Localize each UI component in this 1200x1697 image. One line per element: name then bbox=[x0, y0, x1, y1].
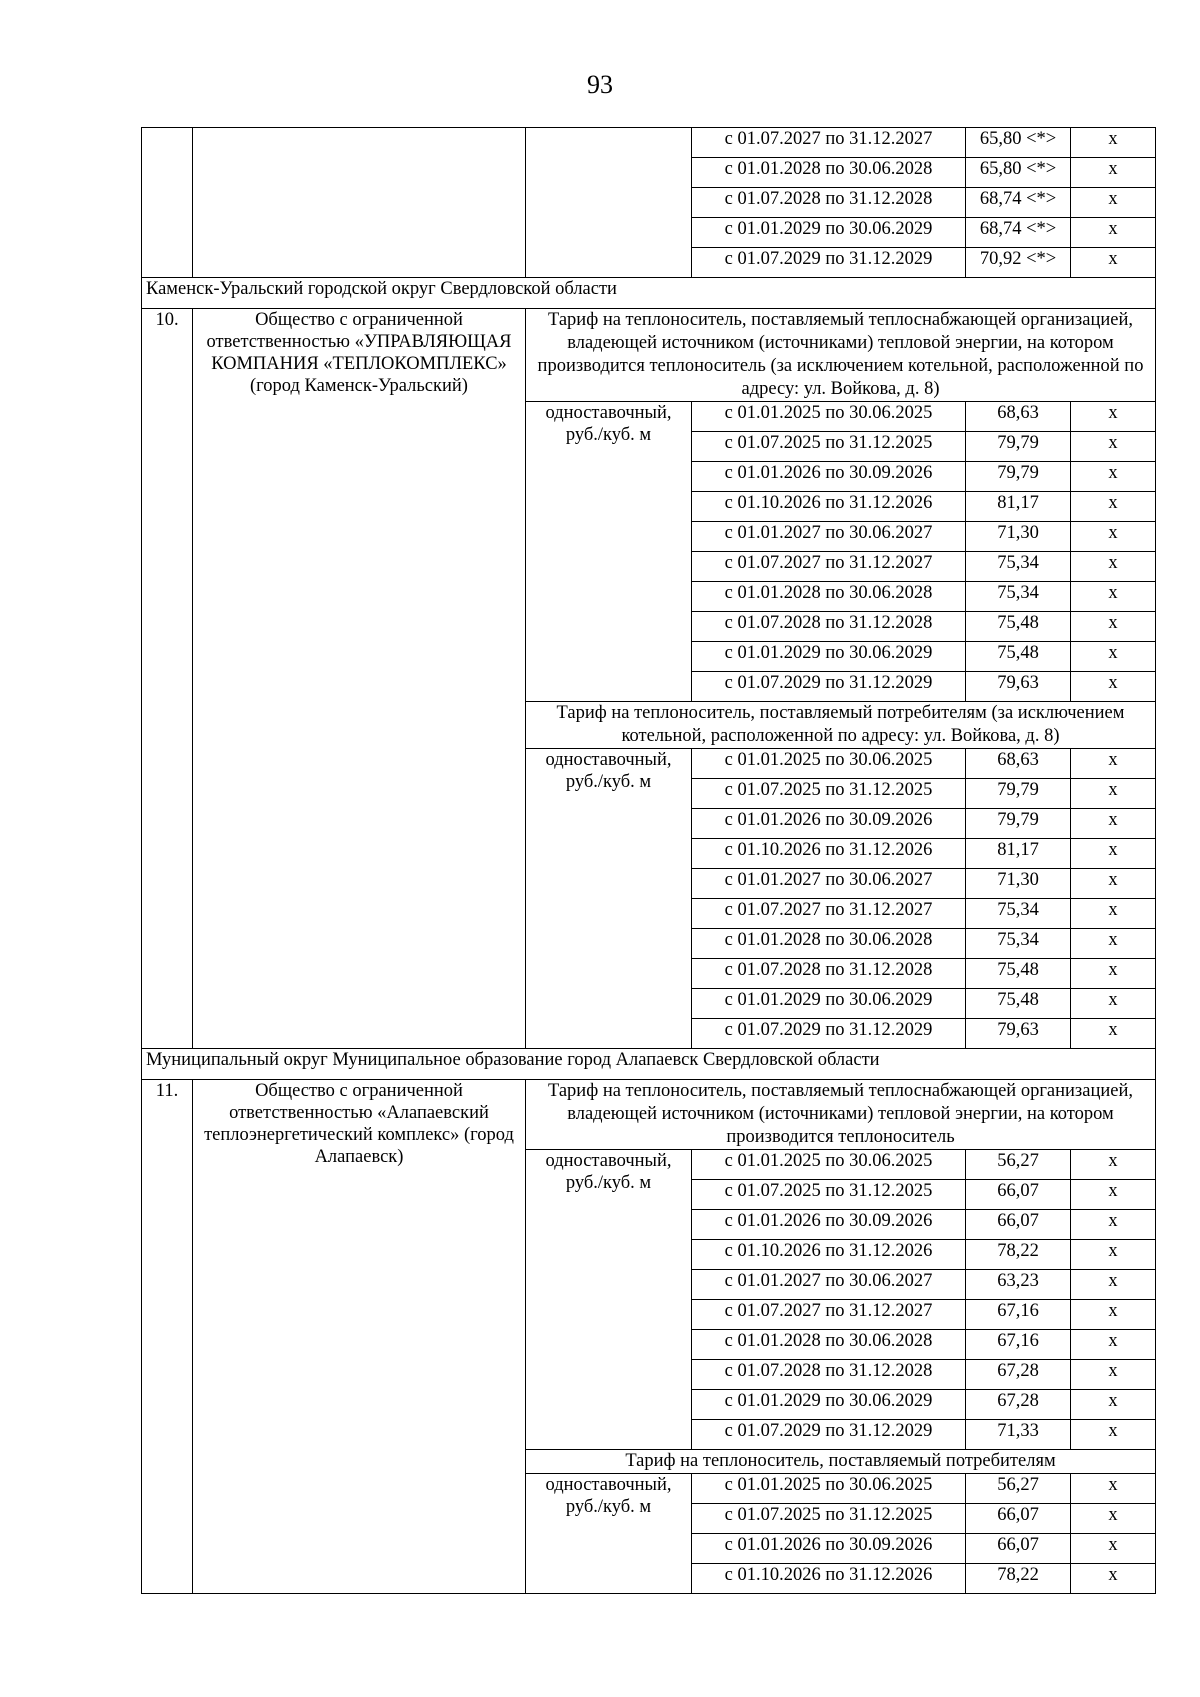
x-cell: х bbox=[1071, 749, 1156, 779]
tariff-value-cell: 79,79 bbox=[966, 779, 1071, 809]
tariff-value-cell: 79,79 bbox=[966, 809, 1071, 839]
period-cell: с 01.01.2028 по 30.06.2028 bbox=[692, 1330, 966, 1360]
x-cell: х bbox=[1071, 1474, 1156, 1504]
tariff-heading: Тариф на теплоноситель, поставляемый теплоснабжающей организацией, владеющей источником (источниками) тепловой энергии, на котором производится теплоноситель (за исключением котельной, расположенной по адресу: ул. Войкова, д. 8) bbox=[526, 309, 1156, 402]
x-cell: х bbox=[1071, 959, 1156, 989]
x-cell: х bbox=[1071, 1420, 1156, 1450]
region-row bbox=[142, 1049, 1156, 1080]
x-cell: х bbox=[1071, 1180, 1156, 1210]
period-cell: с 01.01.2025 по 30.06.2025 bbox=[692, 749, 966, 779]
x-cell: х bbox=[1071, 128, 1156, 158]
period-cell: с 01.01.2026 по 30.09.2026 bbox=[692, 1534, 966, 1564]
x-cell: х bbox=[1071, 1504, 1156, 1534]
tariff-value-cell: 78,22 bbox=[966, 1564, 1071, 1594]
period-cell: с 01.01.2027 по 30.06.2027 bbox=[692, 1270, 966, 1300]
tariff-value-cell: 68,63 bbox=[966, 402, 1071, 432]
tariff-value-cell: 75,48 bbox=[966, 642, 1071, 672]
period-cell: с 01.10.2026 по 31.12.2026 bbox=[692, 492, 966, 522]
tariff-value-cell: 65,80 <*> bbox=[966, 128, 1071, 158]
row-number: 11. bbox=[142, 1080, 193, 1594]
period-cell: с 01.07.2027 по 31.12.2027 bbox=[692, 552, 966, 582]
period-cell: с 01.01.2026 по 30.09.2026 bbox=[692, 462, 966, 492]
tariff-value-cell: 79,79 bbox=[966, 462, 1071, 492]
period-cell: с 01.07.2027 по 31.12.2027 bbox=[692, 899, 966, 929]
tariff-heading: Тариф на теплоноситель, поставляемый потребителям bbox=[526, 1450, 1156, 1474]
rate-type: одноставочный, руб./куб. м bbox=[526, 1150, 692, 1450]
period-cell: с 01.01.2027 по 30.06.2027 bbox=[692, 522, 966, 552]
period-cell: с 01.01.2029 по 30.06.2029 bbox=[692, 1390, 966, 1420]
tariff-value-cell: 75,34 bbox=[966, 899, 1071, 929]
tariff-heading-row bbox=[142, 1080, 1156, 1150]
tariff-value-cell: 75,48 bbox=[966, 959, 1071, 989]
x-cell: х bbox=[1071, 1210, 1156, 1240]
organization-cell bbox=[193, 128, 526, 278]
x-cell: х bbox=[1071, 1300, 1156, 1330]
tariff-value-cell: 66,07 bbox=[966, 1534, 1071, 1564]
organization-name: Общество с ограниченной ответственностью «УПРАВЛЯЮЩАЯ КОМПАНИЯ «ТЕПЛОКОМПЛЕКС» (город Каменск-Уральский) bbox=[193, 309, 526, 1049]
tariff-heading-row bbox=[142, 309, 1156, 402]
page-number: 93 bbox=[587, 70, 613, 99]
period-cell: с 01.07.2025 по 31.12.2025 bbox=[692, 779, 966, 809]
tariff-value-cell: 68,74 <*> bbox=[966, 218, 1071, 248]
period-cell: с 01.01.2027 по 30.06.2027 bbox=[692, 869, 966, 899]
period-cell: с 01.07.2025 по 31.12.2025 bbox=[692, 1504, 966, 1534]
period-cell: с 01.07.2025 по 31.12.2025 bbox=[692, 1180, 966, 1210]
x-cell: х bbox=[1071, 1240, 1156, 1270]
tariff-value-cell: 79,63 bbox=[966, 672, 1071, 702]
x-cell: х bbox=[1071, 552, 1156, 582]
x-cell: х bbox=[1071, 1564, 1156, 1594]
tariff-value-cell: 75,34 bbox=[966, 582, 1071, 612]
region-title: Муниципальный округ Муниципальное образование город Алапаевск Свердловской области bbox=[142, 1049, 1156, 1080]
tariff-value-cell: 81,17 bbox=[966, 492, 1071, 522]
tariff-value-cell: 71,30 bbox=[966, 869, 1071, 899]
period-cell: с 01.01.2028 по 30.06.2028 bbox=[692, 582, 966, 612]
tariff-value-cell: 67,28 bbox=[966, 1390, 1071, 1420]
x-cell: х bbox=[1071, 432, 1156, 462]
period-cell: с 01.01.2029 по 30.06.2029 bbox=[692, 642, 966, 672]
region-row bbox=[142, 278, 1156, 309]
x-cell: х bbox=[1071, 1330, 1156, 1360]
period-cell: с 01.01.2029 по 30.06.2029 bbox=[692, 218, 966, 248]
period-cell: с 01.01.2028 по 30.06.2028 bbox=[692, 929, 966, 959]
x-cell: х bbox=[1071, 989, 1156, 1019]
tariff-value-cell: 70,92 <*> bbox=[966, 248, 1071, 278]
period-cell: с 01.10.2026 по 31.12.2026 bbox=[692, 1240, 966, 1270]
period-cell: с 01.10.2026 по 31.12.2026 bbox=[692, 1564, 966, 1594]
tariff-value-cell: 71,30 bbox=[966, 522, 1071, 552]
tariff-value-cell: 67,16 bbox=[966, 1300, 1071, 1330]
x-cell: х bbox=[1071, 779, 1156, 809]
x-cell: х bbox=[1071, 1270, 1156, 1300]
x-cell: х bbox=[1071, 248, 1156, 278]
tariff-value-cell: 75,34 bbox=[966, 552, 1071, 582]
x-cell: х bbox=[1071, 1150, 1156, 1180]
tariff-value-cell: 78,22 bbox=[966, 1240, 1071, 1270]
x-cell: х bbox=[1071, 1019, 1156, 1049]
period-cell: с 01.07.2029 по 31.12.2029 bbox=[692, 672, 966, 702]
tariff-value-cell: 63,23 bbox=[966, 1270, 1071, 1300]
tariff-value-cell: 75,48 bbox=[966, 612, 1071, 642]
x-cell: х bbox=[1071, 612, 1156, 642]
period-cell: с 01.07.2028 по 31.12.2028 bbox=[692, 188, 966, 218]
tariff-value-cell: 67,28 bbox=[966, 1360, 1071, 1390]
tariff-value-cell: 75,48 bbox=[966, 989, 1071, 1019]
tariff-value-cell: 66,07 bbox=[966, 1180, 1071, 1210]
tariff-heading: Тариф на теплоноситель, поставляемый теплоснабжающей организацией, владеющей источником (источниками) тепловой энергии, на котором производится теплоноситель bbox=[526, 1080, 1156, 1150]
tariff-value-cell: 79,79 bbox=[966, 432, 1071, 462]
x-cell: х bbox=[1071, 462, 1156, 492]
period-cell: с 01.07.2025 по 31.12.2025 bbox=[692, 432, 966, 462]
rate-type-cell bbox=[526, 128, 692, 278]
x-cell: х bbox=[1071, 1534, 1156, 1564]
rate-type: одноставочный, руб./куб. м bbox=[526, 402, 692, 702]
tariff-value-cell: 79,63 bbox=[966, 1019, 1071, 1049]
period-cell: с 01.07.2027 по 31.12.2027 bbox=[692, 128, 966, 158]
organization-name: Общество с ограниченной ответственностью «Алапаевский теплоэнергетический комплекс» (город Алапаевск) bbox=[193, 1080, 526, 1594]
period-cell: с 01.01.2029 по 30.06.2029 bbox=[692, 989, 966, 1019]
table-row bbox=[142, 128, 1156, 158]
period-cell: с 01.07.2028 по 31.12.2028 bbox=[692, 1360, 966, 1390]
x-cell: х bbox=[1071, 1360, 1156, 1390]
x-cell: х bbox=[1071, 188, 1156, 218]
x-cell: х bbox=[1071, 1390, 1156, 1420]
tariff-value-cell: 75,34 bbox=[966, 929, 1071, 959]
period-cell: с 01.01.2026 по 30.09.2026 bbox=[692, 809, 966, 839]
tariff-value-cell: 81,17 bbox=[966, 839, 1071, 869]
period-cell: с 01.07.2028 по 31.12.2028 bbox=[692, 612, 966, 642]
tariff-value-cell: 56,27 bbox=[966, 1474, 1071, 1504]
x-cell: х bbox=[1071, 899, 1156, 929]
period-cell: с 01.01.2025 по 30.06.2025 bbox=[692, 1474, 966, 1504]
tariff-value-cell: 68,74 <*> bbox=[966, 188, 1071, 218]
period-cell: с 01.07.2029 по 31.12.2029 bbox=[692, 1019, 966, 1049]
x-cell: х bbox=[1071, 642, 1156, 672]
period-cell: с 01.07.2029 по 31.12.2029 bbox=[692, 1420, 966, 1450]
x-cell: х bbox=[1071, 869, 1156, 899]
tariff-table bbox=[141, 127, 1156, 1594]
period-cell: с 01.01.2025 по 30.06.2025 bbox=[692, 402, 966, 432]
tariff-value-cell: 66,07 bbox=[966, 1504, 1071, 1534]
period-cell: с 01.01.2028 по 30.06.2028 bbox=[692, 158, 966, 188]
period-cell: с 01.07.2029 по 31.12.2029 bbox=[692, 248, 966, 278]
x-cell: х bbox=[1071, 839, 1156, 869]
tariff-value-cell: 56,27 bbox=[966, 1150, 1071, 1180]
x-cell: х bbox=[1071, 672, 1156, 702]
x-cell: х bbox=[1071, 158, 1156, 188]
tariff-value-cell: 71,33 bbox=[966, 1420, 1071, 1450]
tariff-heading: Тариф на теплоноситель, поставляемый потребителям (за исключением котельной, расположенной по адресу: ул. Войкова, д. 8) bbox=[526, 702, 1156, 749]
period-cell: с 01.01.2025 по 30.06.2025 bbox=[692, 1150, 966, 1180]
region-title: Каменск-Уральский городской округ Свердловской области bbox=[142, 278, 1156, 309]
row-number: 10. bbox=[142, 309, 193, 1049]
x-cell: х bbox=[1071, 218, 1156, 248]
x-cell: х bbox=[1071, 582, 1156, 612]
tariff-value-cell: 65,80 <*> bbox=[966, 158, 1071, 188]
x-cell: х bbox=[1071, 522, 1156, 552]
x-cell: х bbox=[1071, 492, 1156, 522]
tariff-value-cell: 66,07 bbox=[966, 1210, 1071, 1240]
tariff-value-cell: 68,63 bbox=[966, 749, 1071, 779]
period-cell: с 01.10.2026 по 31.12.2026 bbox=[692, 839, 966, 869]
x-cell: х bbox=[1071, 809, 1156, 839]
period-cell: с 01.01.2026 по 30.09.2026 bbox=[692, 1210, 966, 1240]
x-cell: х bbox=[1071, 929, 1156, 959]
x-cell: х bbox=[1071, 402, 1156, 432]
period-cell: с 01.07.2027 по 31.12.2027 bbox=[692, 1300, 966, 1330]
period-cell: с 01.07.2028 по 31.12.2028 bbox=[692, 959, 966, 989]
rate-type: одноставочный, руб./куб. м bbox=[526, 749, 692, 1049]
tariff-value-cell: 67,16 bbox=[966, 1330, 1071, 1360]
number-cell bbox=[142, 128, 193, 278]
rate-type: одноставочный, руб./куб. м bbox=[526, 1474, 692, 1594]
